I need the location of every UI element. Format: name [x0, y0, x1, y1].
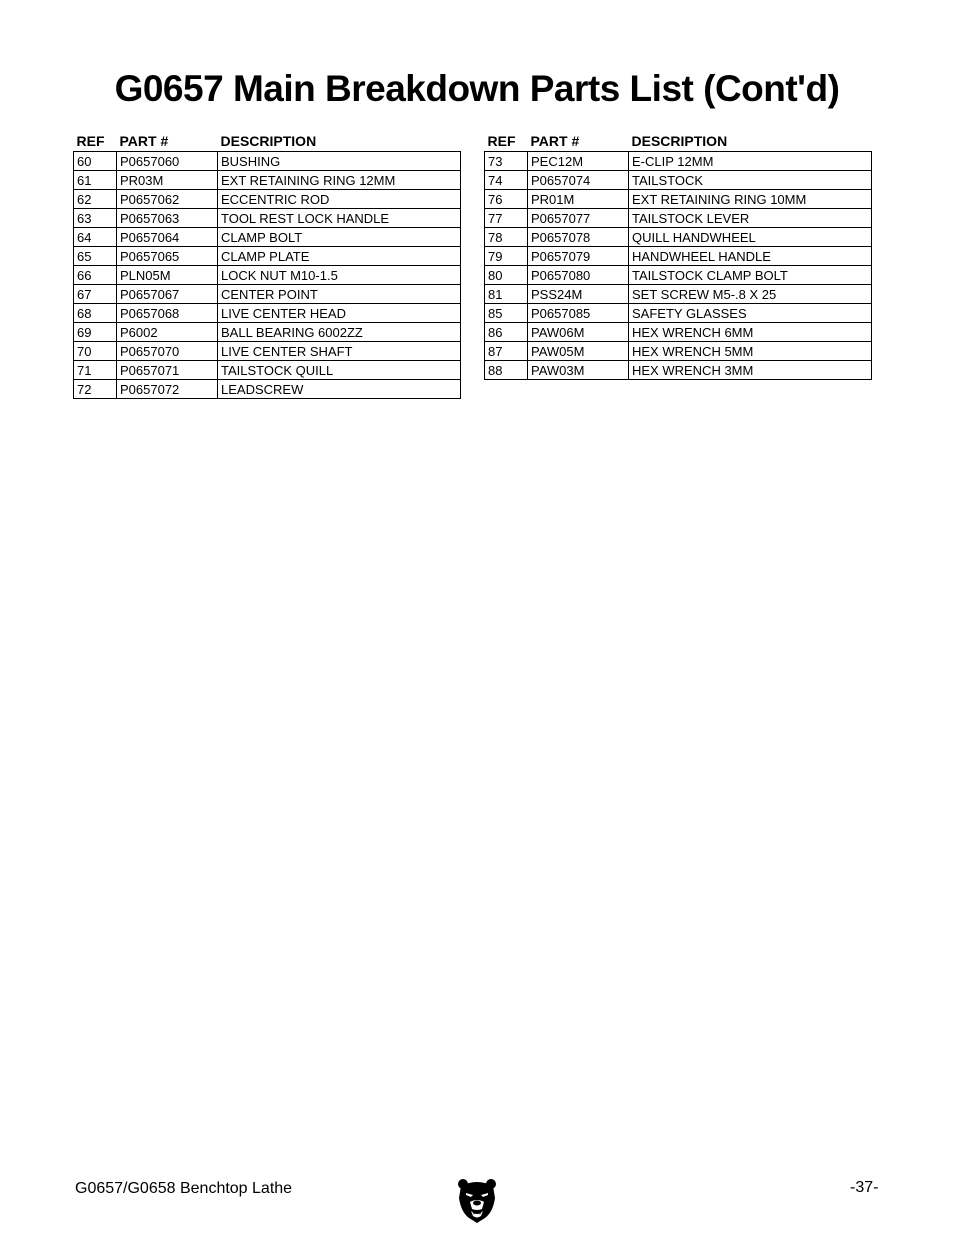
table-row [485, 228, 872, 247]
table-row [74, 380, 461, 399]
ref-cell: 81 [485, 285, 528, 304]
footer-model-name: G0657/G0658 Benchtop Lathe [75, 1180, 293, 1197]
parts-table-left [73, 129, 461, 399]
part-cell: PAW05M [528, 342, 629, 361]
table-header-row [485, 129, 872, 152]
table-row [485, 171, 872, 190]
part-cell: P0657068 [117, 304, 218, 323]
ref-cell: 73 [485, 152, 528, 171]
part-cell: P0657085 [528, 304, 629, 323]
part-cell: PR03M [117, 171, 218, 190]
part-cell: P6002 [117, 323, 218, 342]
table-row [74, 304, 461, 323]
description-cell: TAILSTOCK QUILL [218, 361, 461, 380]
description-cell: SAFETY GLASSES [629, 304, 872, 323]
description-cell: TAILSTOCK CLAMP BOLT [629, 266, 872, 285]
ref-cell: 64 [74, 228, 117, 247]
ref-cell: 60 [74, 152, 117, 171]
description-cell: TOOL REST LOCK HANDLE [218, 209, 461, 228]
ref-cell: 85 [485, 304, 528, 323]
ref-cell: 71 [74, 361, 117, 380]
description-cell: CENTER POINT [218, 285, 461, 304]
part-cell: P0657074 [528, 171, 629, 190]
part-cell: P0657065 [117, 247, 218, 266]
table-row [485, 361, 872, 380]
description-cell: SET SCREW M5-.8 X 25 [629, 285, 872, 304]
description-cell: EXT RETAINING RING 10MM [629, 190, 872, 209]
description-cell: LOCK NUT M10-1.5 [218, 266, 461, 285]
ref-column-header: REF [487, 133, 516, 149]
description-cell: ECCENTRIC ROD [218, 190, 461, 209]
ref-cell: 76 [485, 190, 528, 209]
table-row [74, 361, 461, 380]
description-cell: EXT RETAINING RING 12MM [218, 171, 461, 190]
table-row [74, 171, 461, 190]
description-cell: HEX WRENCH 6MM [629, 323, 872, 342]
part-column-header: PART # [119, 133, 169, 149]
ref-cell: 80 [485, 266, 528, 285]
table-row [485, 209, 872, 228]
description-cell: HANDWHEEL HANDLE [629, 247, 872, 266]
part-cell: P0657080 [528, 266, 629, 285]
table-row [74, 266, 461, 285]
part-cell: P0657070 [117, 342, 218, 361]
ref-cell: 69 [74, 323, 117, 342]
description-cell: LEADSCREW [218, 380, 461, 399]
ref-cell: 66 [74, 266, 117, 285]
part-cell: PLN05M [117, 266, 218, 285]
description-cell: BUSHING [218, 152, 461, 171]
table-row [485, 152, 872, 171]
part-cell: P0657060 [117, 152, 218, 171]
ref-cell: 68 [74, 304, 117, 323]
part-cell: P0657063 [117, 209, 218, 228]
description-cell: CLAMP PLATE [218, 247, 461, 266]
ref-cell: 87 [485, 342, 528, 361]
part-cell: P0657079 [528, 247, 629, 266]
page-title: G0657 Main Breakdown Parts List (Cont'd) [114, 68, 840, 109]
table-row [485, 342, 872, 361]
ref-cell: 67 [74, 285, 117, 304]
description-cell: TAILSTOCK LEVER [629, 209, 872, 228]
description-cell: TAILSTOCK [629, 171, 872, 190]
ref-cell: 61 [74, 171, 117, 190]
description-cell: HEX WRENCH 3MM [629, 361, 872, 380]
ref-cell: 88 [485, 361, 528, 380]
table-row [485, 247, 872, 266]
ref-cell: 70 [74, 342, 117, 361]
part-cell: PAW06M [528, 323, 629, 342]
part-cell: PSS24M [528, 285, 629, 304]
part-cell: P0657078 [528, 228, 629, 247]
ref-cell: 86 [485, 323, 528, 342]
ref-cell: 74 [485, 171, 528, 190]
part-cell: P0657062 [117, 190, 218, 209]
part-cell: PAW03M [528, 361, 629, 380]
table-row [485, 304, 872, 323]
description-cell: LIVE CENTER SHAFT [218, 342, 461, 361]
description-cell: QUILL HANDWHEEL [629, 228, 872, 247]
table-row [74, 209, 461, 228]
description-column-header: DESCRIPTION [631, 133, 728, 149]
page-number: -37- [850, 1179, 879, 1196]
description-cell: BALL BEARING 6002ZZ [218, 323, 461, 342]
table-row [74, 247, 461, 266]
ref-cell: 77 [485, 209, 528, 228]
table-row [74, 152, 461, 171]
table-row [74, 323, 461, 342]
table-row [485, 190, 872, 209]
table-row [74, 228, 461, 247]
description-column-header: DESCRIPTION [220, 133, 317, 149]
part-cell: P0657071 [117, 361, 218, 380]
description-cell: HEX WRENCH 5MM [629, 342, 872, 361]
ref-column-header: REF [76, 133, 105, 149]
table-row [74, 190, 461, 209]
part-cell: P0657067 [117, 285, 218, 304]
parts-table-right [484, 129, 872, 380]
part-cell: P0657064 [117, 228, 218, 247]
part-cell: PEC12M [528, 152, 629, 171]
ref-cell: 79 [485, 247, 528, 266]
table-row [485, 266, 872, 285]
part-cell: P0657077 [528, 209, 629, 228]
part-column-header: PART # [530, 133, 580, 149]
ref-cell: 78 [485, 228, 528, 247]
bear-head-icon [457, 1176, 497, 1224]
description-cell: LIVE CENTER HEAD [218, 304, 461, 323]
table-row [74, 342, 461, 361]
part-cell: PR01M [528, 190, 629, 209]
ref-cell: 72 [74, 380, 117, 399]
ref-cell: 63 [74, 209, 117, 228]
ref-cell: 65 [74, 247, 117, 266]
table-header-row [74, 129, 461, 152]
ref-cell: 62 [74, 190, 117, 209]
description-cell: E-CLIP 12MM [629, 152, 872, 171]
description-cell: CLAMP BOLT [218, 228, 461, 247]
table-row [74, 285, 461, 304]
part-cell: P0657072 [117, 380, 218, 399]
table-row [485, 285, 872, 304]
table-row [485, 323, 872, 342]
